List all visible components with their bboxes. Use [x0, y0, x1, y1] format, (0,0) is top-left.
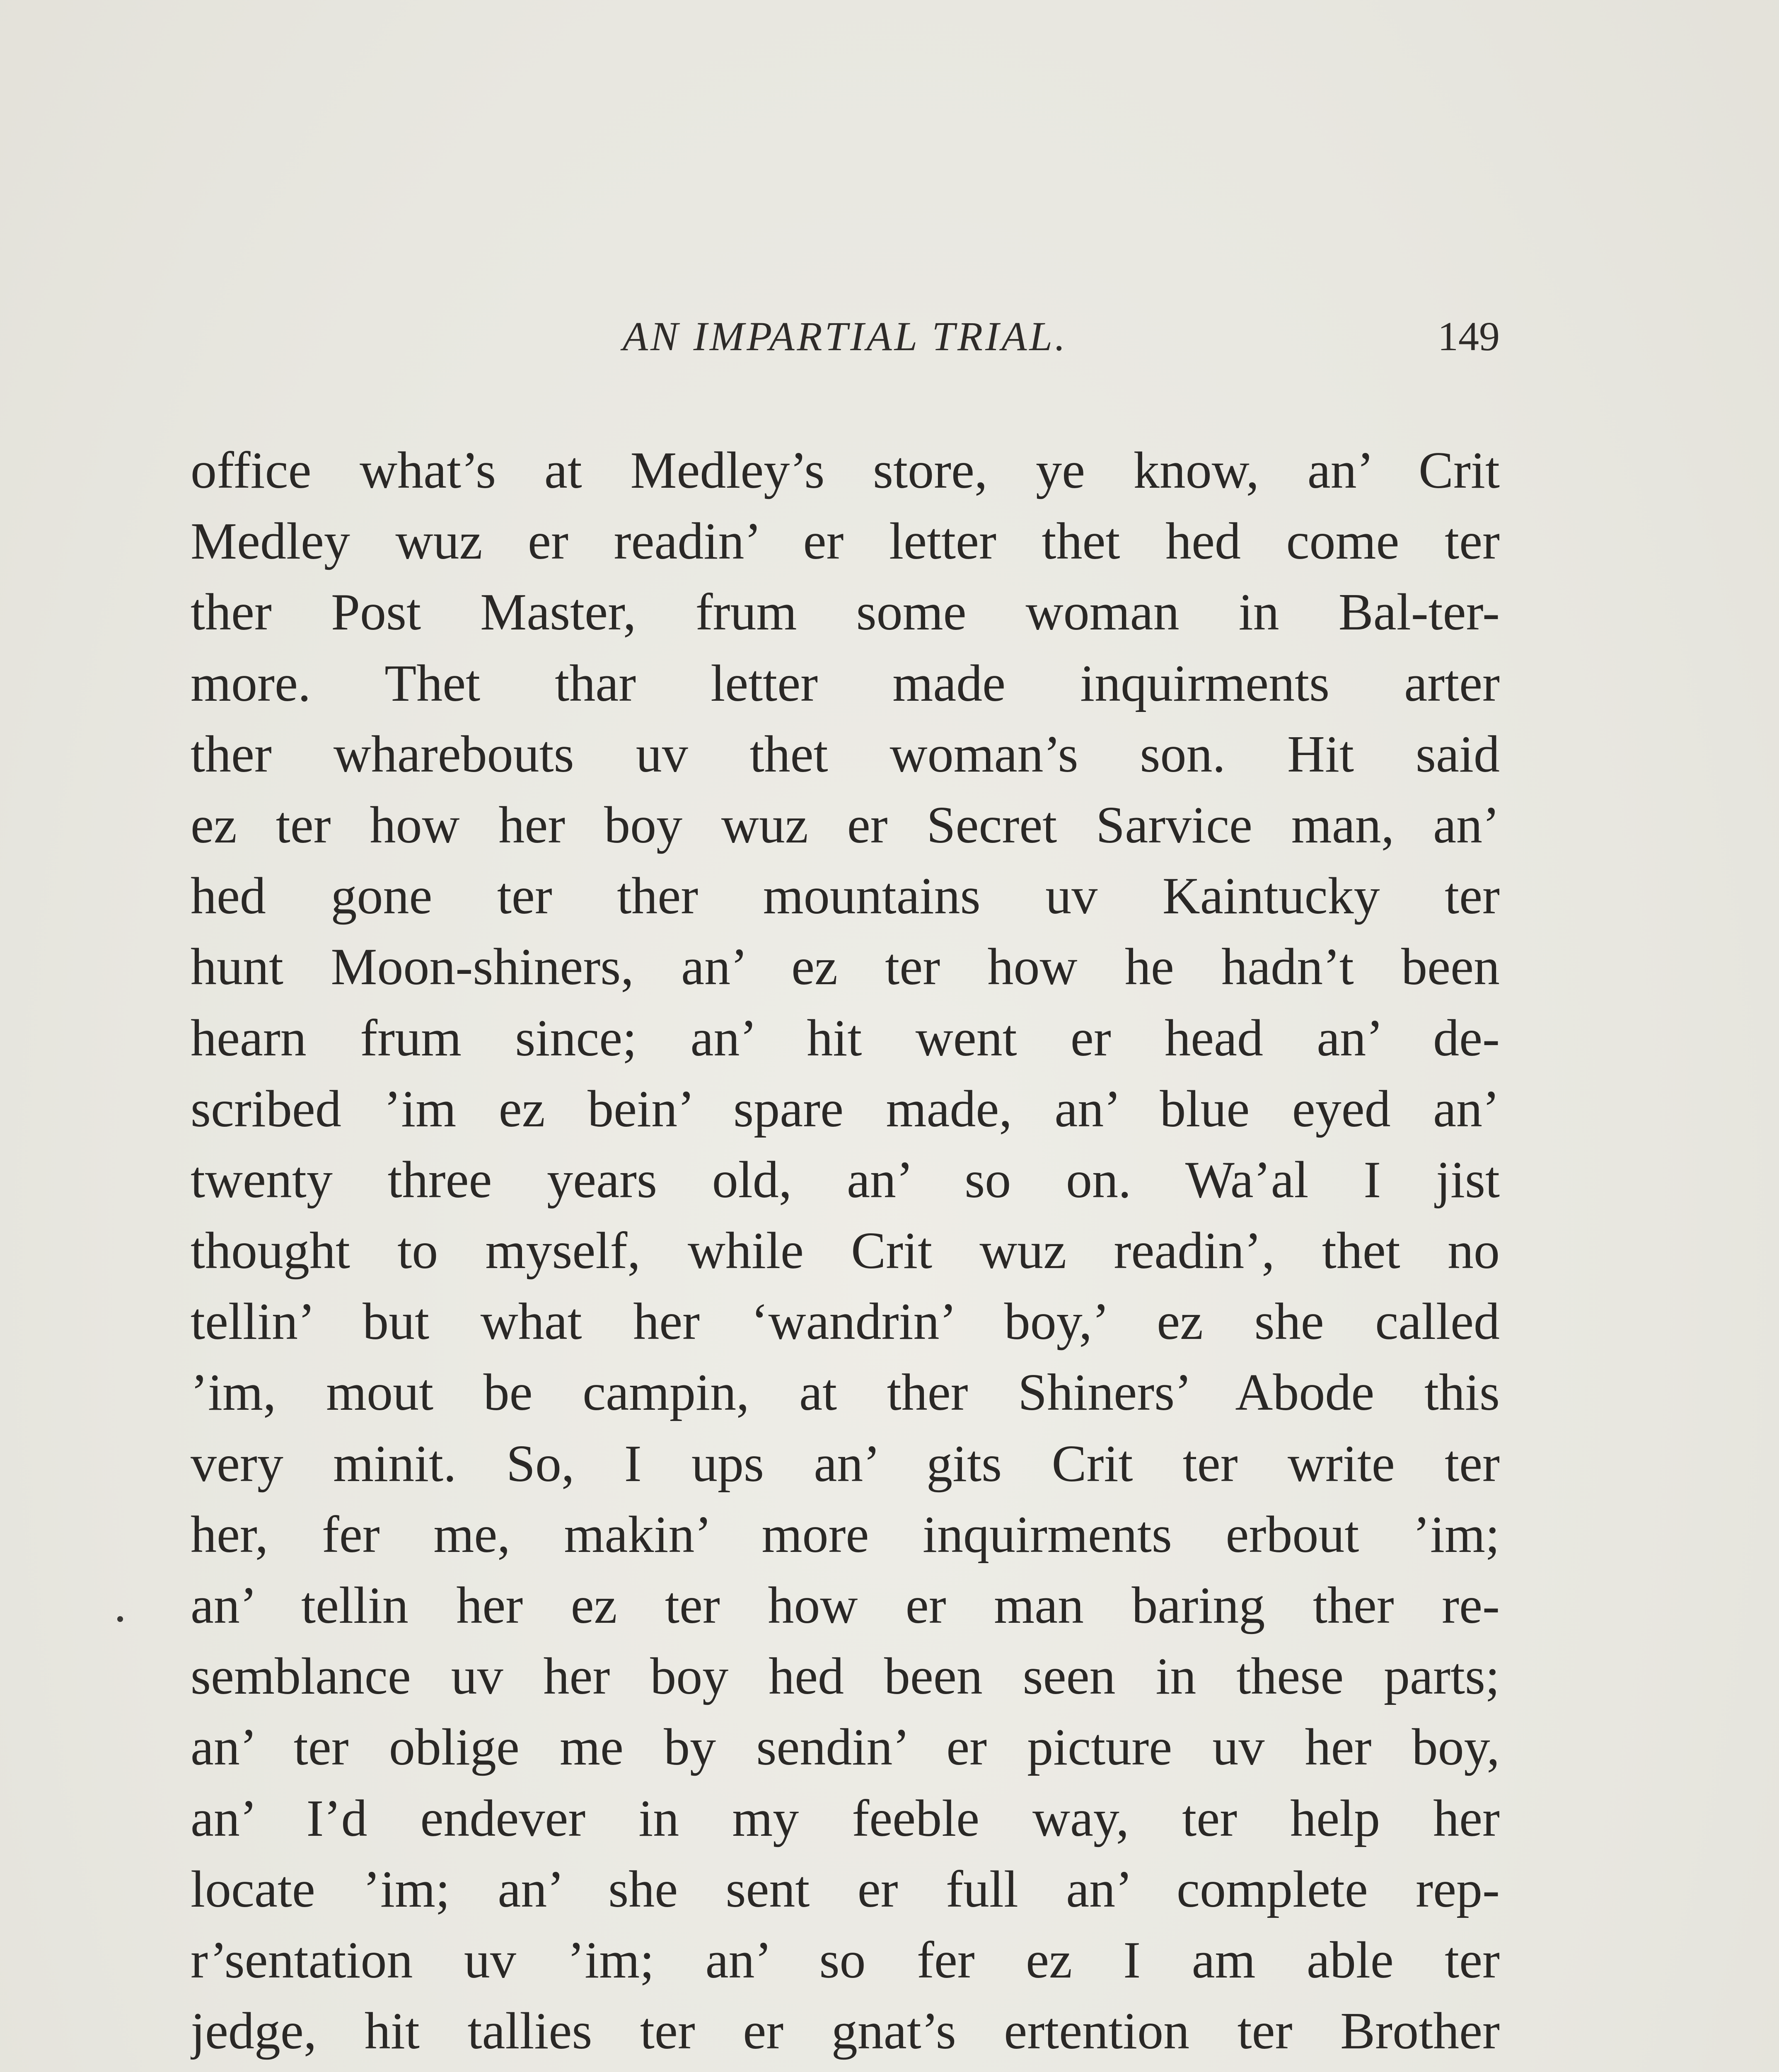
text-line: ther Post Master, frum some woman in Bal-ter-: [191, 583, 1500, 641]
text-line: tellin’ but what her ‘wandrin’ boy,’ ez she called: [191, 1293, 1500, 1351]
text-line: semblance uv her boy hed been seen in these parts;: [191, 1648, 1500, 1706]
text-line: scribed ’im ez bein’ spare made, an’ blue eyed an’: [191, 1080, 1500, 1138]
text-line: an’ ter oblige me by sendin’ er picture uv her boy,: [191, 1719, 1500, 1777]
text-line: jedge, hit tallies ter er gnat’s ertention ter Brother: [191, 2002, 1500, 2060]
text-line: [191, 2067, 1500, 2072]
text-line: hearn frum since; an’ hit went er head an’ de-: [191, 1009, 1500, 1067]
text-line: locate ’im; an’ she sent er full an’ complete rep-: [191, 1860, 1500, 1918]
text-line: twenty three years old, an’ so on. Wa’al I jist: [191, 1151, 1500, 1209]
text-line: an’ tellin her ez ter how er man baring ther re-: [191, 1577, 1500, 1634]
text-line: more. Thet thar letter made inquirments arter: [191, 654, 1500, 712]
text-line: an’ I’d endever in my feeble way, ter help her: [191, 1789, 1500, 1847]
page-number: 149: [1438, 313, 1500, 359]
text-line: her, fer me, makin’ more inquirments erbout ’im;: [191, 1506, 1500, 1564]
running-head: [191, 307, 1500, 366]
text-line: ther wharebouts uv thet woman’s son. Hit said: [191, 725, 1500, 783]
text-line: hunt Moon-shiners, an’ ez ter how he hadn’t been: [191, 938, 1500, 996]
body-text: [191, 435, 1500, 2072]
text-line: ez ter how her boy wuz er Secret Sarvice man, an’: [191, 796, 1500, 854]
text-line: r’sentation uv ’im; an’ so fer ez I am able ter: [191, 1931, 1500, 1989]
text-line: very minit. So, I ups an’ gits Crit ter write ter: [191, 1435, 1500, 1493]
text-line: ’im, mout be campin, at ther Shiners’ Abode this: [191, 1364, 1500, 1422]
margin-speck: [117, 1616, 123, 1622]
text-line: thought to myself, while Crit wuz readin’, thet no: [191, 1222, 1500, 1280]
running-title: AN IMPARTIAL TRIAL.: [622, 313, 1068, 359]
text-line: Medley wuz er readin’ er letter thet hed come ter: [191, 513, 1500, 571]
text-line: hed gone ter ther mountains uv Kaintucky ter: [191, 867, 1500, 925]
text-line: office what’s at Medley’s store, ye know, an’ Crit: [191, 442, 1500, 499]
